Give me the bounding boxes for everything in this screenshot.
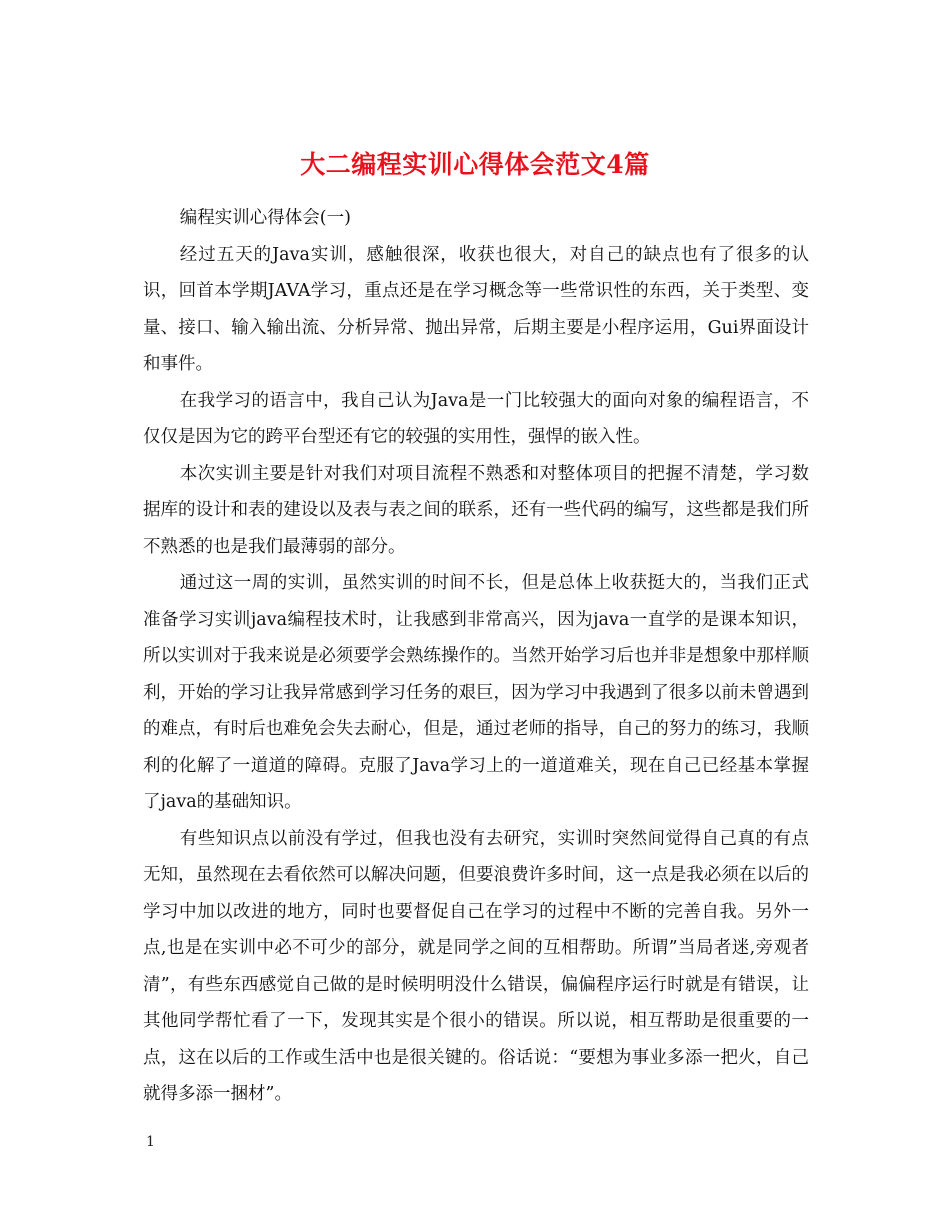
- body-paragraph: 经过五天的Java实训，感触很深，收获也很大，对自己的缺点也有了很多的认识，回首本学期JAVA学习，重点还是在学习概念等一些常识性的东西，关于类型、变量、接口、输入输出流、分析异常、抛出异常，后期主要是小程序运用，Gui界面设计和事件。: [143, 244, 809, 374]
- body-paragraph: 本次实训主要是针对我们对项目流程不熟悉和对整体项目的把握不清楚，学习数据库的设计和表的建设以及表与表之间的联系，还有一些代码的编写，这些都是我们所不熟悉的也是我们最薄弱的部分。: [143, 463, 809, 557]
- body-paragraph: 有些知识点以前没有学过，但我也没有去研究，实训时突然间觉得自己真的有点无知，虽然现在去看依然可以解决问题，但要浪费许多时间，这一点是我必须在以后的学习中加以改进的地方，同时也要督促自己在学习的过程中不断的完善自我。另外一点,也是在实训中必不可少的部分，就是同学之间的互相帮助。所谓”当局者迷,旁观者清”，有些东西感觉自己做的是时候明明没什么错误，偏偏程序运行时就是有错误，让其他同学帮忙看了一下，发现其实是个很小的错误。所以说，相互帮助是很重要的一点，这在以后的工作或生活中也是很关键的。俗话说：“要想为事业多添一把火，自己就得多添一捆材”。: [143, 828, 809, 1104]
- page-title: 大二编程实训心得体会范文4篇: [300, 149, 650, 179]
- section-heading: 编程实训心得体会(一): [179, 208, 351, 228]
- document-body: [143, 200, 809, 1113]
- body-paragraph: 通过这一周的实训，虽然实训的时间不长，但是总体上收获挺大的，当我们正式准备学习实训java编程技术时，让我感到非常高兴，因为java一直学的是课本知识，所以实训对于我来说是必须要学会熟练操作的。当然开始学习后也并非是想象中那样顺利，开始的学习让我异常感到学习任务的艰巨，因为学习中我遇到了很多以前未曾遇到的难点，有时后也难免会失去耐心，但是，通过老师的指导，自己的努力的练习，我顺利的化解了一道道的障碍。克服了Java学习上的一道道难关，现在自己已经基本掌握了java的基础知识。: [143, 573, 809, 812]
- page-number: 1: [146, 1134, 155, 1150]
- body-paragraph: 在我学习的语言中，我自己认为Java是一门比较强大的面向对象的编程语言，不仅仅是因为它的跨平台型还有它的较强的实用性，强悍的嵌入性。: [143, 390, 809, 447]
